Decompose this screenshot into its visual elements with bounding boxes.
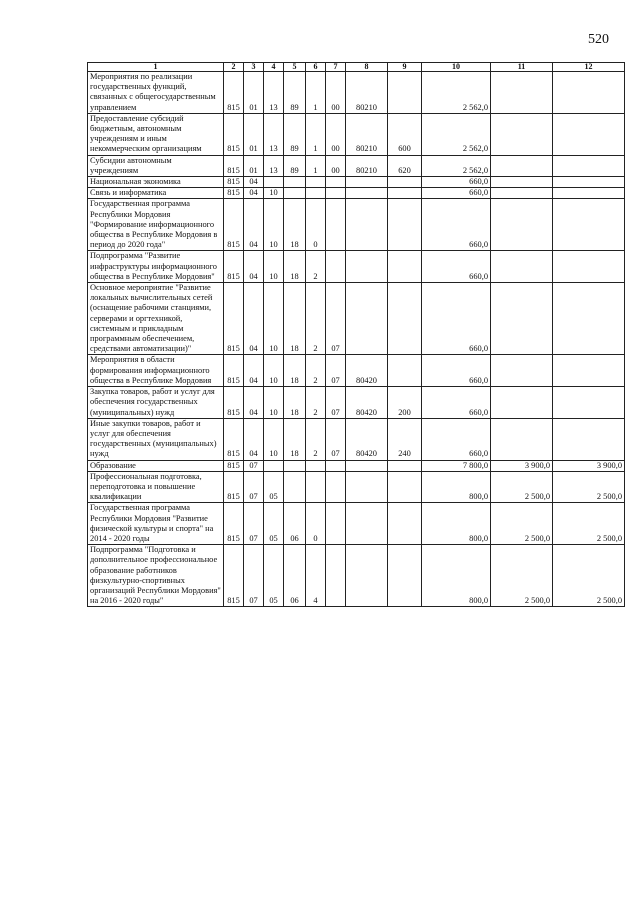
code-cell-8: 80420 xyxy=(346,387,388,419)
code-cell-5: 89 xyxy=(284,113,306,155)
code-cell-9 xyxy=(388,283,422,355)
code-cell-4: 10 xyxy=(264,355,284,387)
column-header: 1 xyxy=(88,63,224,72)
code-cell-3: 04 xyxy=(244,199,264,251)
item-name-cell: Государственная программа Республики Мордовия "Развитие физической культуры и спорта" на 2014 - 2020 годы xyxy=(88,503,224,545)
code-cell-5: 18 xyxy=(284,283,306,355)
code-cell-9: 240 xyxy=(388,418,422,460)
column-header: 5 xyxy=(284,63,306,72)
code-cell-6 xyxy=(306,460,326,471)
code-cell-3: 04 xyxy=(244,177,264,188)
code-cell-4: 13 xyxy=(264,72,284,114)
code-cell-5: 89 xyxy=(284,72,306,114)
item-name-cell: Подпрограмма "Развитие инфраструктуры информационного общества в Республике Мордовия" xyxy=(88,251,224,283)
code-cell-5: 06 xyxy=(284,545,306,607)
code-cell-2: 815 xyxy=(224,387,244,419)
code-cell-6: 0 xyxy=(306,199,326,251)
code-cell-6: 2 xyxy=(306,251,326,283)
code-cell-8 xyxy=(346,199,388,251)
code-cell-9 xyxy=(388,355,422,387)
code-cell-2: 815 xyxy=(224,155,244,176)
code-cell-8 xyxy=(346,283,388,355)
code-cell-8 xyxy=(346,251,388,283)
code-cell-6 xyxy=(306,177,326,188)
amount-cell-10: 800,0 xyxy=(422,545,491,607)
item-name-cell: Предоставление субсидий бюджетным, автономным учреждениям и иным некоммерческим организациям xyxy=(88,113,224,155)
table-row xyxy=(88,387,625,419)
code-cell-9 xyxy=(388,177,422,188)
table-row xyxy=(88,113,625,155)
amount-cell-12 xyxy=(553,72,625,114)
code-cell-7 xyxy=(326,177,346,188)
code-cell-2: 815 xyxy=(224,199,244,251)
code-cell-5: 18 xyxy=(284,199,306,251)
amount-cell-11 xyxy=(491,199,553,251)
code-cell-4: 05 xyxy=(264,471,284,503)
amount-cell-12 xyxy=(553,199,625,251)
code-cell-8 xyxy=(346,460,388,471)
table-row xyxy=(88,545,625,607)
item-name-cell: Национальная экономика xyxy=(88,177,224,188)
code-cell-3: 04 xyxy=(244,418,264,460)
amount-cell-12 xyxy=(553,188,625,199)
code-cell-2: 815 xyxy=(224,251,244,283)
amount-cell-11 xyxy=(491,155,553,176)
amount-cell-10: 800,0 xyxy=(422,503,491,545)
amount-cell-10: 2 562,0 xyxy=(422,113,491,155)
code-cell-4: 13 xyxy=(264,113,284,155)
code-cell-8 xyxy=(346,503,388,545)
code-cell-7 xyxy=(326,460,346,471)
code-cell-9: 200 xyxy=(388,387,422,419)
table-row xyxy=(88,188,625,199)
code-cell-5: 18 xyxy=(284,251,306,283)
code-cell-8: 80210 xyxy=(346,113,388,155)
column-header: 9 xyxy=(388,63,422,72)
amount-cell-10: 660,0 xyxy=(422,283,491,355)
table-row xyxy=(88,418,625,460)
code-cell-6 xyxy=(306,188,326,199)
table-row xyxy=(88,155,625,176)
amount-cell-10: 660,0 xyxy=(422,418,491,460)
code-cell-6: 0 xyxy=(306,503,326,545)
code-cell-2: 815 xyxy=(224,177,244,188)
code-cell-7: 07 xyxy=(326,283,346,355)
amount-cell-10: 2 562,0 xyxy=(422,155,491,176)
code-cell-2: 815 xyxy=(224,113,244,155)
amount-cell-11 xyxy=(491,355,553,387)
amount-cell-11 xyxy=(491,418,553,460)
code-cell-8 xyxy=(346,471,388,503)
code-cell-7: 07 xyxy=(326,355,346,387)
code-cell-6: 1 xyxy=(306,113,326,155)
code-cell-6 xyxy=(306,471,326,503)
column-header: 2 xyxy=(224,63,244,72)
table-row xyxy=(88,251,625,283)
column-header: 6 xyxy=(306,63,326,72)
code-cell-4: 10 xyxy=(264,199,284,251)
column-header: 3 xyxy=(244,63,264,72)
item-name-cell: Закупка товаров, работ и услуг для обеспечения государственных (муниципальных) нужд xyxy=(88,387,224,419)
code-cell-7 xyxy=(326,251,346,283)
code-cell-9 xyxy=(388,188,422,199)
code-cell-8: 80210 xyxy=(346,72,388,114)
table-row xyxy=(88,177,625,188)
amount-cell-12 xyxy=(553,355,625,387)
column-header: 11 xyxy=(491,63,553,72)
code-cell-7 xyxy=(326,188,346,199)
amount-cell-12 xyxy=(553,155,625,176)
code-cell-8 xyxy=(346,177,388,188)
code-cell-2: 815 xyxy=(224,355,244,387)
amount-cell-10: 660,0 xyxy=(422,199,491,251)
table-row xyxy=(88,460,625,471)
code-cell-5 xyxy=(284,177,306,188)
code-cell-8: 80420 xyxy=(346,418,388,460)
amount-cell-12 xyxy=(553,113,625,155)
code-cell-3: 01 xyxy=(244,155,264,176)
code-cell-4: 10 xyxy=(264,387,284,419)
table-row xyxy=(88,283,625,355)
budget-table xyxy=(87,62,625,607)
item-name-cell: Иные закупки товаров, работ и услуг для обеспечения государственных (муниципальных) нужд xyxy=(88,418,224,460)
item-name-cell: Профессиональная подготовка, переподготовка и повышение квалификации xyxy=(88,471,224,503)
code-cell-6: 2 xyxy=(306,355,326,387)
code-cell-4: 10 xyxy=(264,251,284,283)
code-cell-4 xyxy=(264,460,284,471)
code-cell-9: 620 xyxy=(388,155,422,176)
amount-cell-12: 2 500,0 xyxy=(553,471,625,503)
code-cell-7: 07 xyxy=(326,387,346,419)
code-cell-7: 00 xyxy=(326,72,346,114)
item-name-cell: Образование xyxy=(88,460,224,471)
code-cell-4: 13 xyxy=(264,155,284,176)
amount-cell-10: 660,0 xyxy=(422,188,491,199)
code-cell-8: 80420 xyxy=(346,355,388,387)
amount-cell-12 xyxy=(553,251,625,283)
item-name-cell: Основное мероприятие "Развитие локальных вычислительных сетей (оснащение рабочими станциями, серверами и оргтехникой, системным и прикладным программным обеспечением, средствами автоматизации)" xyxy=(88,283,224,355)
amount-cell-10: 800,0 xyxy=(422,471,491,503)
column-header: 10 xyxy=(422,63,491,72)
code-cell-6: 4 xyxy=(306,545,326,607)
code-cell-9 xyxy=(388,72,422,114)
code-cell-5: 89 xyxy=(284,155,306,176)
code-cell-9 xyxy=(388,545,422,607)
code-cell-2: 815 xyxy=(224,503,244,545)
code-cell-9 xyxy=(388,471,422,503)
amount-cell-10: 660,0 xyxy=(422,251,491,283)
code-cell-7: 00 xyxy=(326,155,346,176)
code-cell-3: 04 xyxy=(244,283,264,355)
code-cell-6: 1 xyxy=(306,155,326,176)
amount-cell-11: 2 500,0 xyxy=(491,545,553,607)
code-cell-3: 04 xyxy=(244,251,264,283)
table-row xyxy=(88,471,625,503)
amount-cell-11 xyxy=(491,177,553,188)
code-cell-4: 10 xyxy=(264,283,284,355)
table-row xyxy=(88,199,625,251)
code-cell-4 xyxy=(264,177,284,188)
code-cell-7 xyxy=(326,545,346,607)
column-header: 12 xyxy=(553,63,625,72)
item-name-cell: Мероприятия в области формирования информационного общества в Республике Мордовия xyxy=(88,355,224,387)
code-cell-3: 07 xyxy=(244,471,264,503)
code-cell-7: 07 xyxy=(326,418,346,460)
amount-cell-10: 7 800,0 xyxy=(422,460,491,471)
code-cell-2: 815 xyxy=(224,545,244,607)
code-cell-3: 07 xyxy=(244,545,264,607)
code-cell-3: 01 xyxy=(244,113,264,155)
code-cell-3: 07 xyxy=(244,460,264,471)
amount-cell-11: 2 500,0 xyxy=(491,503,553,545)
code-cell-2: 815 xyxy=(224,418,244,460)
code-cell-5 xyxy=(284,471,306,503)
item-name-cell: Мероприятия по реализации государственных функций, связанных с общегосударственным управлением xyxy=(88,72,224,114)
code-cell-4: 10 xyxy=(264,188,284,199)
code-cell-2: 815 xyxy=(224,188,244,199)
code-cell-5 xyxy=(284,460,306,471)
code-cell-5: 06 xyxy=(284,503,306,545)
amount-cell-12: 2 500,0 xyxy=(553,545,625,607)
code-cell-8 xyxy=(346,188,388,199)
item-name-cell: Подпрограмма "Подготовка и дополнительное профессиональное образование работников физкультурно-спортивных организаций Республики Мордовия" на 2016 - 2020 годы" xyxy=(88,545,224,607)
code-cell-6: 2 xyxy=(306,283,326,355)
code-cell-2: 815 xyxy=(224,283,244,355)
code-cell-8: 80210 xyxy=(346,155,388,176)
code-cell-6: 2 xyxy=(306,387,326,419)
amount-cell-12 xyxy=(553,418,625,460)
amount-cell-12: 2 500,0 xyxy=(553,503,625,545)
item-name-cell: Субсидии автономным учреждениям xyxy=(88,155,224,176)
amount-cell-10: 2 562,0 xyxy=(422,72,491,114)
amount-cell-11 xyxy=(491,251,553,283)
amount-cell-11 xyxy=(491,387,553,419)
code-cell-9: 600 xyxy=(388,113,422,155)
code-cell-7 xyxy=(326,471,346,503)
code-cell-2: 815 xyxy=(224,72,244,114)
code-cell-5: 18 xyxy=(284,418,306,460)
amount-cell-12: 3 900,0 xyxy=(553,460,625,471)
code-cell-8 xyxy=(346,545,388,607)
amount-cell-12 xyxy=(553,177,625,188)
column-header: 7 xyxy=(326,63,346,72)
amount-cell-11: 3 900,0 xyxy=(491,460,553,471)
code-cell-4: 10 xyxy=(264,418,284,460)
table-row xyxy=(88,72,625,114)
table-row xyxy=(88,355,625,387)
code-cell-7: 00 xyxy=(326,113,346,155)
amount-cell-10: 660,0 xyxy=(422,355,491,387)
amount-cell-10: 660,0 xyxy=(422,387,491,419)
code-cell-3: 01 xyxy=(244,72,264,114)
column-header: 8 xyxy=(346,63,388,72)
amount-cell-11 xyxy=(491,283,553,355)
amount-cell-11 xyxy=(491,72,553,114)
code-cell-3: 07 xyxy=(244,503,264,545)
code-cell-7 xyxy=(326,199,346,251)
code-cell-9 xyxy=(388,251,422,283)
column-header: 4 xyxy=(264,63,284,72)
item-name-cell: Связь и информатика xyxy=(88,188,224,199)
code-cell-4: 05 xyxy=(264,503,284,545)
code-cell-6: 1 xyxy=(306,72,326,114)
code-cell-5 xyxy=(284,188,306,199)
amount-cell-10: 660,0 xyxy=(422,177,491,188)
amount-cell-11: 2 500,0 xyxy=(491,471,553,503)
item-name-cell: Государственная программа Республики Мордовия "Формирование информационного общества в Республике Мордовия в период до 2020 года" xyxy=(88,199,224,251)
page-number: 520 xyxy=(588,32,609,47)
code-cell-3: 04 xyxy=(244,387,264,419)
code-cell-7 xyxy=(326,503,346,545)
amount-cell-12 xyxy=(553,387,625,419)
code-cell-6: 2 xyxy=(306,418,326,460)
code-cell-4: 05 xyxy=(264,545,284,607)
code-cell-9 xyxy=(388,460,422,471)
code-cell-9 xyxy=(388,503,422,545)
table-row xyxy=(88,503,625,545)
code-cell-3: 04 xyxy=(244,355,264,387)
table-header-row xyxy=(88,63,625,72)
amount-cell-11 xyxy=(491,188,553,199)
amount-cell-12 xyxy=(553,283,625,355)
amount-cell-11 xyxy=(491,113,553,155)
code-cell-5: 18 xyxy=(284,387,306,419)
code-cell-5: 18 xyxy=(284,355,306,387)
code-cell-2: 815 xyxy=(224,471,244,503)
code-cell-9 xyxy=(388,199,422,251)
code-cell-2: 815 xyxy=(224,460,244,471)
code-cell-3: 04 xyxy=(244,188,264,199)
